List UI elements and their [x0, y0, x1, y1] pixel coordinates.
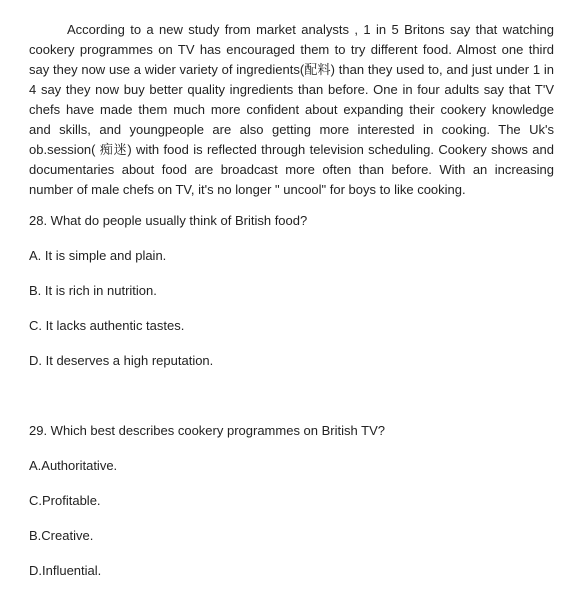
option-c: C.Profitable.	[29, 493, 101, 508]
question-28	[29, 211, 554, 371]
question-spacer	[29, 371, 554, 406]
option-b: B.Creative.	[29, 528, 94, 543]
reading-passage: According to a new study from market analysts , 1 in 5 Britons say that watching cookery programmes on TV has encouraged them to try different food. Almost one third say they now use a wider variety of ingredients(配料) than they used to, and just under 1 in 4 say they now buy better quality ingredients than before. One in four adults say that T'V chefs have made them much more confident about expanding their cookery knowledge and skills, and youngpeople are also getting more interested in cooking. The Uk's ob.session( 痴迷) with food is reflected through television scheduling. Cookery shows and documentaries about food are broadcast more often than before. With an increasing number of male chefs on TV, it's no longer " uncool" for boys to like cooking.	[29, 22, 554, 197]
question-prompt: 29. Which best describes cookery programmes on British TV?	[29, 423, 385, 438]
question-prompt: 28. What do people usually think of British food?	[29, 213, 308, 228]
option-d: D.Influential.	[29, 563, 102, 578]
question-29	[29, 421, 554, 581]
option-d: D. It deserves a high reputation.	[29, 353, 214, 368]
option-c: C. It lacks authentic tastes.	[29, 318, 185, 333]
option-b: B. It is rich in nutrition.	[29, 283, 157, 298]
document-page	[29, 20, 554, 581]
option-a: A. It is simple and plain.	[29, 248, 167, 263]
option-a: A.Authoritative.	[29, 458, 118, 473]
